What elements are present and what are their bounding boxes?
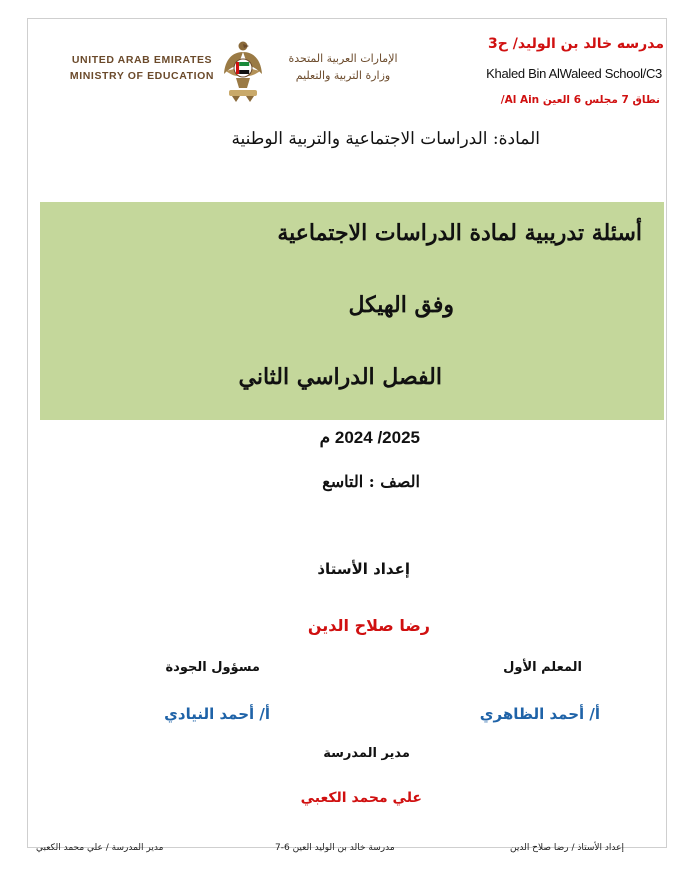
first-teacher-name: أ/ أحمد الظاهري <box>479 705 600 723</box>
title-line-2: وفق الهيكل <box>348 292 454 318</box>
ministry-name-arabic <box>268 50 418 84</box>
quality-officer-name: أ/ أحمد النيادي <box>164 705 270 723</box>
principal-label: مدير المدرسة <box>323 746 410 761</box>
ministry-name-english <box>62 52 222 84</box>
uae-falcon-emblem-icon <box>222 38 264 104</box>
footer-prepared-by: إعداد الأستاذ / رضا صلاح الدين <box>510 843 624 853</box>
ministry-ar-line1: الإمارات العربية المتحدة <box>288 52 398 65</box>
title-line-3: الفصل الدراسي الثاني <box>238 364 442 390</box>
title-line-1: أسئلة تدريبية لمادة الدراسات الاجتماعية <box>277 220 642 246</box>
school-area: نطاق 7 مجلس 6 العين Al Ain/ <box>500 94 660 106</box>
footer-school: مدرسة خالد بن الوليد العين 6-7 <box>275 843 395 853</box>
ministry-en-line2: MINISTRY OF EDUCATION <box>69 70 215 82</box>
ministry-en-line1: UNITED ARAB EMIRATES <box>71 54 213 66</box>
ministry-ar-line2: وزارة التربية والتعليم <box>295 69 391 82</box>
prepared-by-label: إعداد الأستاذ <box>317 560 410 578</box>
first-teacher-label: المعلم الأول <box>503 660 582 675</box>
school-name-arabic: مدرسه خالد بن الوليد/ ح3 <box>488 36 664 52</box>
footer-principal: مدير المدرسة / علي محمد الكعبي <box>36 843 164 853</box>
academic-year: 2025/ 2024 م <box>319 428 420 447</box>
subject-title: المادة: الدراسات الاجتماعية والتربية الوطنية <box>231 129 540 149</box>
school-name-english: Khaled Bin AlWaleed School/C3 <box>486 66 662 81</box>
principal-name: علي محمد الكعبي <box>300 790 422 806</box>
grade-label: الصف : التاسع <box>322 472 420 491</box>
quality-officer-label: مسؤول الجودة <box>165 660 260 675</box>
prepared-by-name: رضا صلاح الدين <box>307 616 430 635</box>
title-box <box>40 202 664 420</box>
